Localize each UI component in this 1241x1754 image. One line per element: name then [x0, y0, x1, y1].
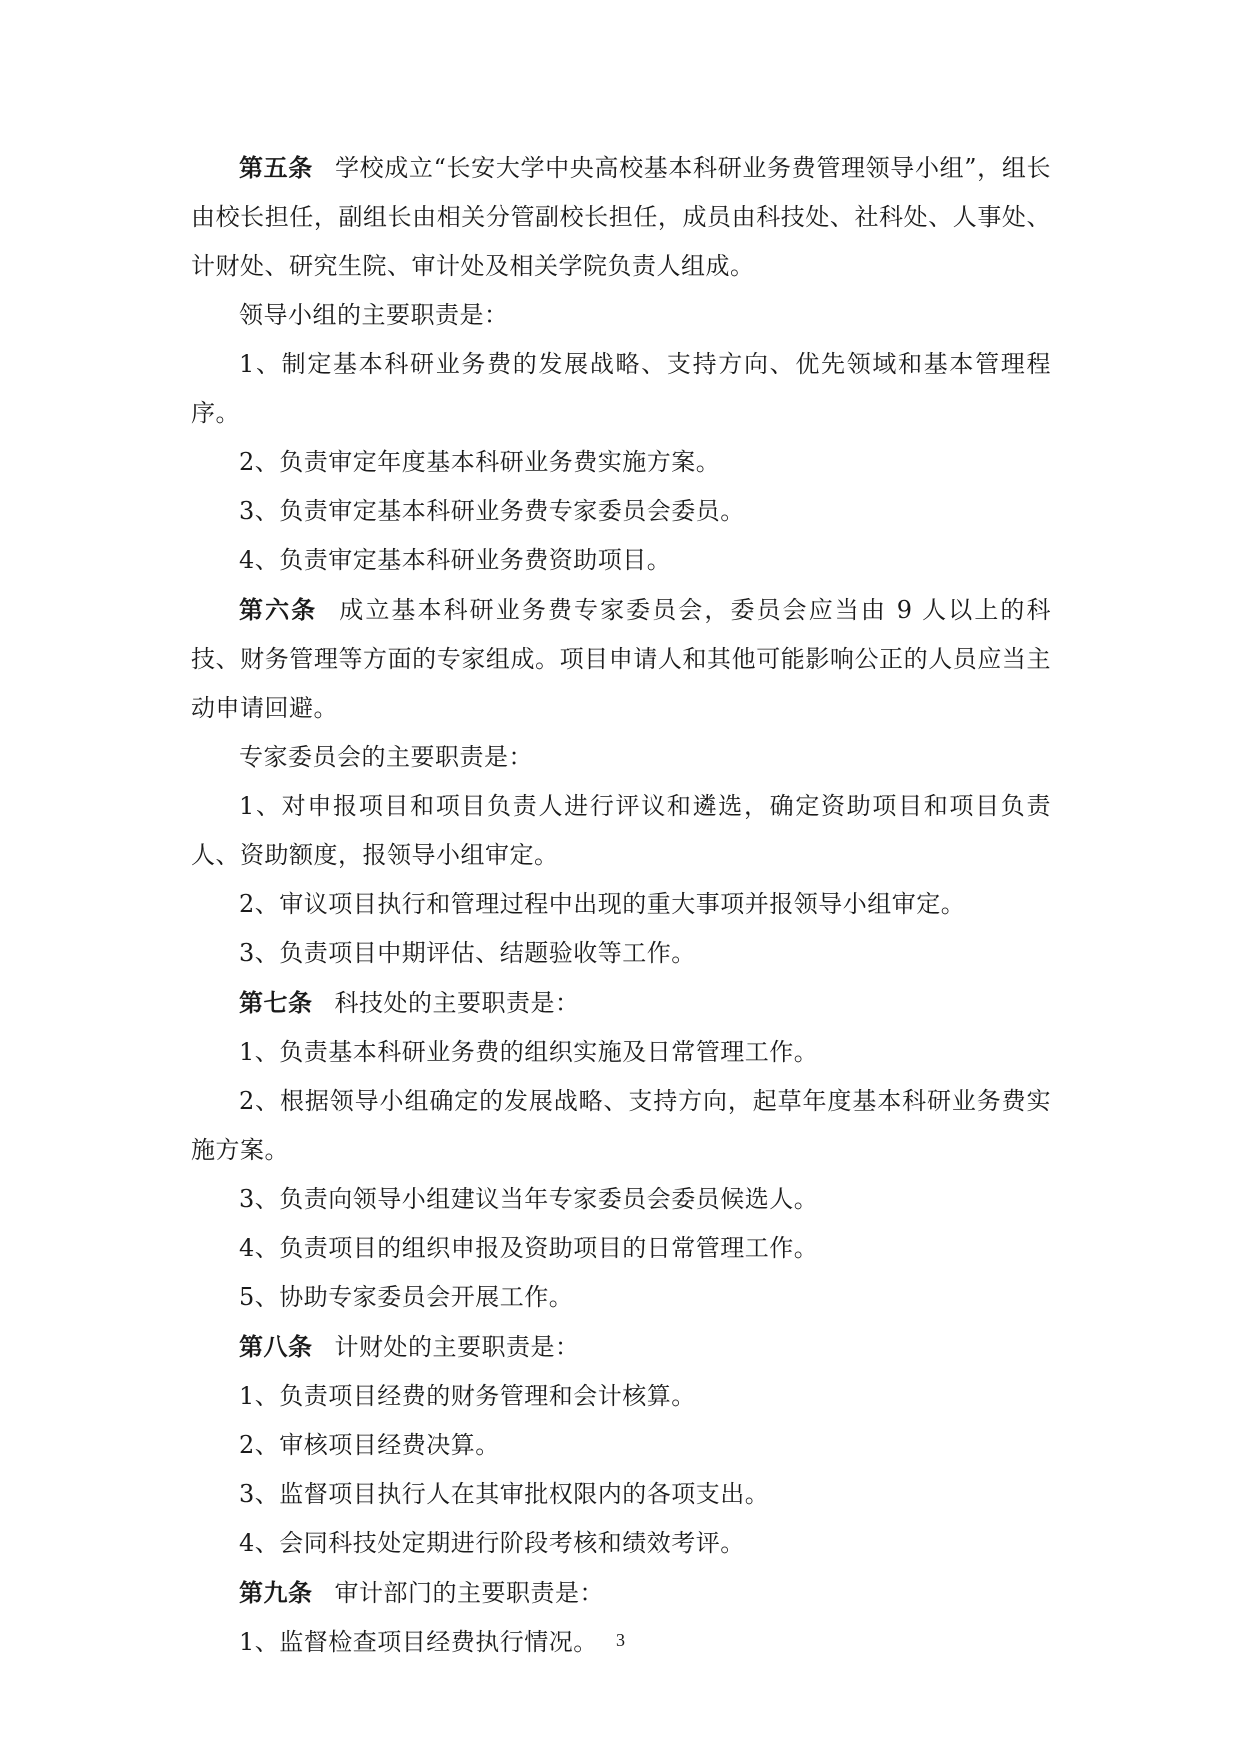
list-item: 2、负责审定年度基本科研业务费实施方案。 — [239, 448, 721, 476]
list-item: 3、监督项目执行人在其审批权限内的各项支出。 — [239, 1480, 770, 1508]
article-paragraph — [191, 978, 1051, 1028]
paragraph-text: 学校成立“长安大学中央高校基本科研业务费管理领导小组”，组长由校长担任，副组长由相关分管副校长担任，成员由科技处、社科处、人事处、计财处、研究生院、审计处及相关学院负责人组成。 — [191, 154, 1051, 280]
list-item: 2、根据领导小组确定的发展战略、支持方向，起草年度基本科研业务费实施方案。 — [191, 1087, 1051, 1164]
list-item: 4、会同科技处定期进行阶段考核和绩效考评。 — [239, 1529, 745, 1557]
paragraph: 领导小组的主要职责是： — [239, 301, 509, 329]
list-item: 1、制定基本科研业务费的发展战略、支持方向、优先领域和基本管理程序。 — [191, 350, 1051, 427]
article-paragraph — [191, 1322, 1051, 1372]
list-item: 1、对申报项目和项目负责人进行评议和遴选，确定资助项目和项目负责人、资助额度，报领导小组审定。 — [191, 792, 1051, 869]
list-item: 1、负责基本科研业务费的组织实施及日常管理工作。 — [239, 1038, 819, 1066]
page-number: 3 — [616, 1630, 625, 1650]
paragraph-text: 成立基本科研业务费专家委员会，委员会应当由 9 人以上的科技、财务管理等方面的专家组成。项目申请人和其他可能影响公正的人员应当主动申请回避。 — [191, 596, 1051, 722]
paragraph: 专家委员会的主要职责是： — [239, 743, 533, 771]
article-label: 第八条 — [239, 1332, 313, 1361]
list-item: 1、监督检查项目经费执行情况。 — [239, 1628, 598, 1656]
article-label: 第九条 — [239, 1578, 313, 1607]
article-paragraph — [191, 143, 1051, 291]
article-paragraph — [191, 1568, 1051, 1618]
article-label: 第五条 — [239, 153, 313, 182]
list-item: 2、审核项目经费决算。 — [239, 1431, 500, 1459]
list-item: 3、负责项目中期评估、结题验收等工作。 — [239, 939, 696, 967]
article-label: 第七条 — [239, 988, 313, 1017]
document-body — [191, 143, 1051, 1667]
list-item: 4、负责审定基本科研业务费资助项目。 — [239, 546, 672, 574]
list-item: 3、负责向领导小组建议当年专家委员会委员候选人。 — [239, 1185, 819, 1213]
paragraph-text: 计财处的主要职责是： — [334, 1333, 580, 1361]
paragraph-text: 审计部门的主要职责是： — [334, 1579, 604, 1607]
list-item: 3、负责审定基本科研业务费专家委员会委员。 — [239, 497, 745, 525]
list-item: 1、负责项目经费的财务管理和会计核算。 — [239, 1382, 696, 1410]
paragraph-text: 科技处的主要职责是： — [334, 989, 580, 1017]
article-label: 第六条 — [239, 595, 318, 624]
article-paragraph — [191, 585, 1051, 733]
list-item: 5、协助专家委员会开展工作。 — [239, 1283, 574, 1311]
list-item: 4、负责项目的组织申报及资助项目的日常管理工作。 — [239, 1234, 819, 1262]
list-item: 2、审议项目执行和管理过程中出现的重大事项并报领导小组审定。 — [239, 890, 966, 918]
